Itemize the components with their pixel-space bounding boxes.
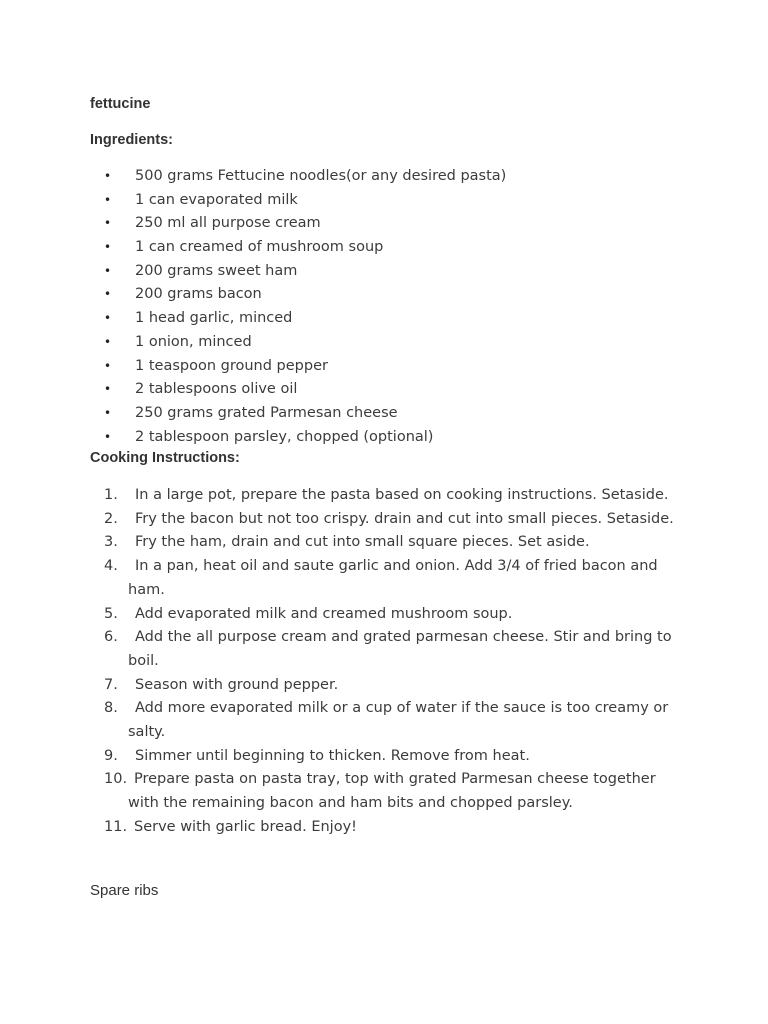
instruction-step (0, 508, 688, 532)
ingredient-text: 1 onion, minced (135, 333, 252, 350)
bullet-icon: • (104, 429, 112, 444)
bullet-icon: • (104, 405, 112, 420)
ingredient-text: 2 tablespoon parsley, chopped (optional) (135, 428, 434, 445)
bullet-icon: • (104, 240, 112, 255)
ingredient-text: 200 grams bacon (135, 286, 262, 303)
step-number: 6. (104, 629, 118, 646)
step-text: Serve with garlic bread. Enjoy! (134, 818, 357, 835)
step-number: 7. (104, 676, 118, 693)
bullet-icon: • (104, 192, 112, 207)
step-text: Fry the ham, drain and cut into small square pieces. Set aside. (135, 534, 590, 551)
ingredients-heading: Ingredients: (90, 132, 173, 148)
instruction-step (0, 816, 688, 840)
step-text: Season with ground pepper. (135, 676, 339, 693)
step-text: In a pan, heat oil and saute garlic and onion. Add 3/4 of fried bacon and ham. (128, 558, 658, 598)
bullet-icon: • (104, 382, 112, 397)
step-text: Add the all purpose cream and grated parmesan cheese. Stir and bring to boil. (128, 629, 672, 669)
step-number: 11. (104, 818, 128, 835)
step-text: Simmer until beginning to thicken. Remove from heat. (135, 747, 530, 764)
ingredient-text: 1 head garlic, minced (135, 310, 293, 327)
step-number: 5. (104, 605, 118, 622)
instruction-step (0, 531, 688, 555)
instruction-step (0, 603, 688, 627)
ingredient-text: 1 can evaporated milk (135, 191, 298, 208)
step-number: 3. (104, 534, 118, 551)
step-text: Prepare pasta on pasta tray, top with grated Parmesan cheese together with the remaining bacon and ham bits and chopped parsley. (128, 771, 656, 812)
step-number: 9. (104, 747, 118, 764)
bullet-icon: • (104, 263, 112, 278)
step-text: Add evaporated milk and creamed mushroom soup. (135, 605, 513, 622)
instructions-list (0, 484, 688, 840)
instruction-step (0, 484, 688, 508)
step-text: Fry the bacon but not too crispy. drain and cut into small pieces. Setaside. (135, 510, 674, 527)
ingredient-text: 500 grams Fettucine noodles(or any desired pasta) (135, 168, 507, 184)
bullet-icon: • (104, 287, 112, 302)
instructions-heading: Cooking Instructions: (90, 450, 240, 466)
step-number: 2. (104, 510, 118, 527)
instruction-step (0, 674, 688, 698)
next-recipe-title: Spare ribs (90, 882, 159, 899)
instruction-step (0, 768, 688, 815)
recipe-title: fettucine (90, 96, 151, 112)
instruction-step (0, 626, 688, 673)
bullet-icon: • (104, 358, 112, 373)
ingredient-text: 250 ml all purpose cream (135, 215, 321, 232)
step-number: 8. (104, 700, 118, 717)
step-number: 10. (104, 771, 128, 788)
bullet-icon: • (104, 169, 112, 183)
step-text: Add more evaporated milk or a cup of water if the sauce is too creamy or salty. (128, 700, 669, 741)
instruction-step (0, 745, 688, 769)
bullet-icon: • (104, 311, 112, 326)
bullet-icon: • (104, 334, 112, 349)
ingredient-text: 1 teaspoon ground pepper (135, 357, 328, 374)
ingredient-text: 250 grams grated Parmesan cheese (135, 404, 398, 421)
ingredient-text: 200 grams sweet ham (135, 262, 298, 279)
instruction-step (0, 555, 688, 602)
bullet-icon: • (104, 216, 112, 231)
ingredient-text: 2 tablespoons olive oil (135, 381, 298, 398)
instruction-step (0, 697, 688, 744)
step-number: 4. (104, 558, 118, 575)
step-number: 1. (104, 487, 118, 503)
step-text: In a large pot, prepare the pasta based on cooking instructions. Setaside. (135, 487, 669, 503)
ingredient-text: 1 can creamed of mushroom soup (135, 239, 384, 256)
